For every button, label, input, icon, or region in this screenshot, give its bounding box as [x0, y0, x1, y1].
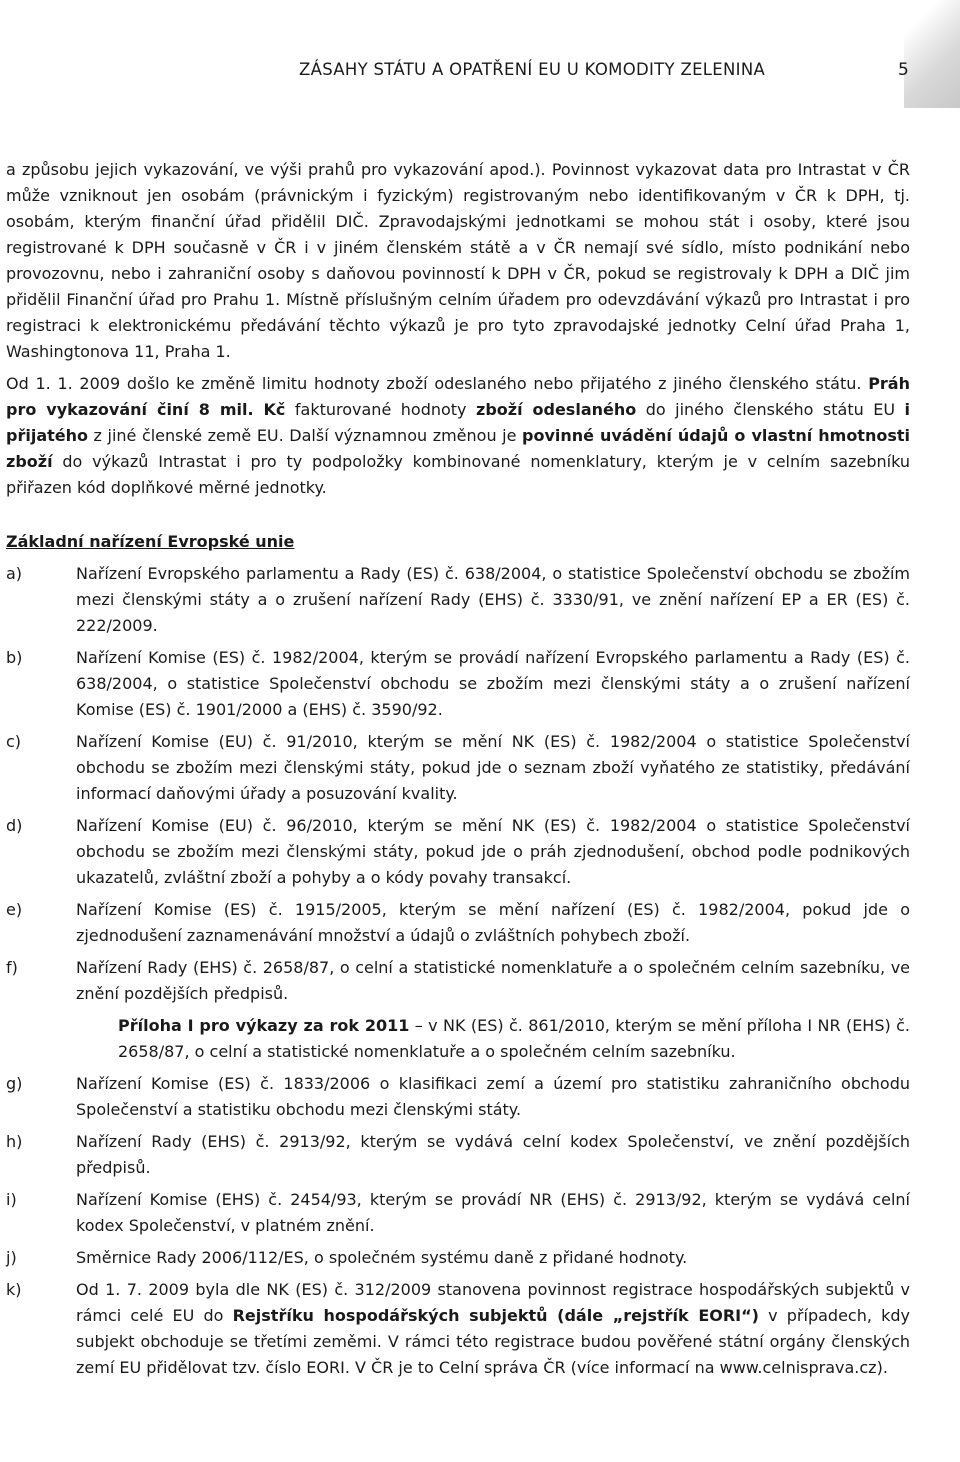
page-corner-decoration: [904, 0, 960, 108]
list-item-text: Nařízení Komise (EU) č. 96/2010, kterým se mění NK (ES) č. 1982/2004 o statistice Společenství obchodu se zbožím mezi členskými státy, pokud jde o práh zjednodušení, obchod podle podnikových ukazatelů, zvláštní zboží a pohyby a o kódy povahy transakcí.: [76, 816, 910, 887]
list-item: [6, 561, 910, 639]
bold-run: i přijatého: [6, 400, 911, 445]
list-item-text: Nařízení Komise (EU) č. 91/2010, kterým se mění NK (ES) č. 1982/2004 o statistice Společenství obchodu se zbožím mezi členskými státy, pokud jde o seznam zboží vyňatého ze statistiky, předávání informací daňovými úřady a posuzování kvality.: [76, 732, 910, 803]
text-run: Od 1. 1. 2009 došlo ke změně limitu hodnoty zboží odeslaného nebo přijatého z jiného členského státu.: [6, 374, 869, 393]
bold-run: povinné uvádění údajů o vlastní hmotnosti zboží: [6, 426, 910, 471]
list-item: [6, 1277, 910, 1381]
list-item: [6, 729, 910, 807]
text-run: do výkazů Intrastat i pro ty podpoložky kombinované nomenklatury, kterým je v celním sazebníku přiřazen kód doplňkové měrné jednotky.: [6, 452, 910, 497]
list-item: [6, 1071, 910, 1123]
text-run: v případech, kdy subjekt obchoduje se třetími zeměmi. V rámci této registrace budou pověřené státní orgány členských zemí EU přidělovat tzv. číslo EORI. V ČR je to Celní správa ČR (více informací na www.celnisprava.cz).: [76, 1306, 911, 1377]
list-item-text: Nařízení Rady (EHS) č. 2913/92, kterým se vydává celní kodex Společenství, ve znění pozdějších předpisů.: [76, 1132, 910, 1177]
list-marker: d): [6, 816, 23, 835]
list-marker: c): [6, 732, 22, 751]
list-marker: j): [6, 1248, 17, 1267]
list-marker: i): [6, 1190, 17, 1209]
text-run: do jiného členského státu EU: [636, 400, 905, 419]
bold-run: zboží odeslaného: [476, 400, 637, 419]
list-item: [6, 955, 910, 1007]
list-item-text: Nařízení Komise (ES) č. 1982/2004, kterým se provádí nařízení Evropského parlamentu a Rady (ES) č. 638/2004, o statistice Společenství obchodu se zbožím mezi členskými státy a o zrušení nařízení Komise (ES) č. 1901/2000 a (EHS) č. 3590/92.: [76, 648, 910, 719]
list-item-text: Nařízení Rady (EHS) č. 2658/87, o celní a statistické nomenklatuře a o společném celním sazebníku, ve znění pozdějších předpisů.: [76, 958, 910, 1003]
list-marker: e): [6, 900, 23, 919]
list-marker: k): [6, 1280, 22, 1299]
list-item-text: Nařízení Komise (EHS) č. 2454/93, kterým se provádí NR (EHS) č. 2913/92, kterým se vydává celní kodex Společenství, v platném znění.: [76, 1190, 910, 1235]
list-item-text: Nařízení Komise (ES) č. 1833/2006 o klasifikaci zemí a území pro statistiku zahraničního obchodu Společenství a statistiku obchodu mezi členskými státy.: [76, 1074, 910, 1119]
intro-paragraph-2: [6, 371, 910, 501]
list-item: [6, 897, 910, 949]
list-item: [6, 813, 910, 891]
list-marker: b): [6, 648, 23, 667]
list-item: [6, 1129, 910, 1181]
list-item: [6, 1187, 910, 1239]
intro-paragraph-1: a způsobu jejich vykazování, ve výši prahů pro vykazování apod.). Povinnost vykazovat data pro Intrastat v ČR může vzniknout jen osobám (právnickým i fyzickým) registrovaným nebo identifikovaným v ČR k DPH, tj. osobám, kterým finanční úřad přidělil DIČ. Zpravodajskými jednotkami se mohou stát i osoby, které jsou registrované k DPH současně v ČR i v jiném členském státě a v ČR nemají své sídlo, místo podnikání nebo provozovnu, nebo i zahraniční osoby s daňovou povinností k DPH v ČR, pokud se registrovaly k DPH a DIČ jim přidělil Finanční úřad pro Prahu 1. Místně příslušným celním úřadem pro odevzdávání výkazů pro Intrastat i pro registraci k elektronickému předávání těchto výkazů je pro tyto zpravodajské jednotky Celní úřad Praha 1, Washingtonova 11, Praha 1.: [6, 160, 910, 361]
page-number: 5: [898, 60, 909, 80]
running-header-title: ZÁSAHY STÁTU A OPATŘENÍ EU U KOMODITY ZELENINA: [299, 60, 766, 79]
text-run: fakturované hodnoty: [285, 400, 476, 419]
list-subitem: [6, 1013, 910, 1065]
text-run: z jiné členské země EU. Další významnou změnou je: [88, 426, 522, 445]
list-subitem-text: – v NK (ES) č. 861/2010, kterým se mění příloha I NR (EHS) č. 2658/87, o celní a statistické nomenklatuře a o společném celním sazebníku.: [118, 1016, 910, 1061]
list-item-text: Nařízení Evropského parlamentu a Rady (ES) č. 638/2004, o statistice Společenství obchodu se zbožím mezi členskými státy a o zrušení nařízení Rady (EHS) č. 3330/91, ve znění nařízení EP a ER (ES) č. 222/2009.: [76, 564, 910, 635]
list-item-text: Nařízení Komise (ES) č. 1915/2005, kterým se mění nařízení (ES) č. 1982/2004, pokud jde o zjednodušení zaznamenávání množství a údajů o zvláštních pohybech zboží.: [76, 900, 910, 945]
bold-run: Rejstříku hospodářských subjektů (dále „rejstřík EORI“): [232, 1306, 759, 1325]
text-run: Od 1. 7. 2009 byla dle NK (ES) č. 312/2009 stanovena povinnost registrace hospodářských subjektů v rámci celé EU do: [76, 1280, 910, 1325]
bold-run: Práh pro vykazování činí 8 mil. Kč: [6, 374, 910, 419]
document-body: [6, 157, 910, 1387]
list-item: [6, 1245, 910, 1271]
list-marker: g): [6, 1074, 23, 1093]
list-marker: f): [6, 958, 18, 977]
list-item-text: Směrnice Rady 2006/112/ES, o společném systému daně z přidané hodnoty.: [76, 1248, 688, 1267]
section-heading: Základní nařízení Evropské unie: [6, 532, 295, 551]
list-marker: h): [6, 1132, 23, 1151]
page-header: [0, 0, 960, 108]
bold-run: Příloha I pro výkazy za rok 2011: [118, 1016, 410, 1035]
regulation-list: [6, 561, 910, 1381]
list-item: [6, 645, 910, 723]
list-marker: a): [6, 564, 23, 583]
